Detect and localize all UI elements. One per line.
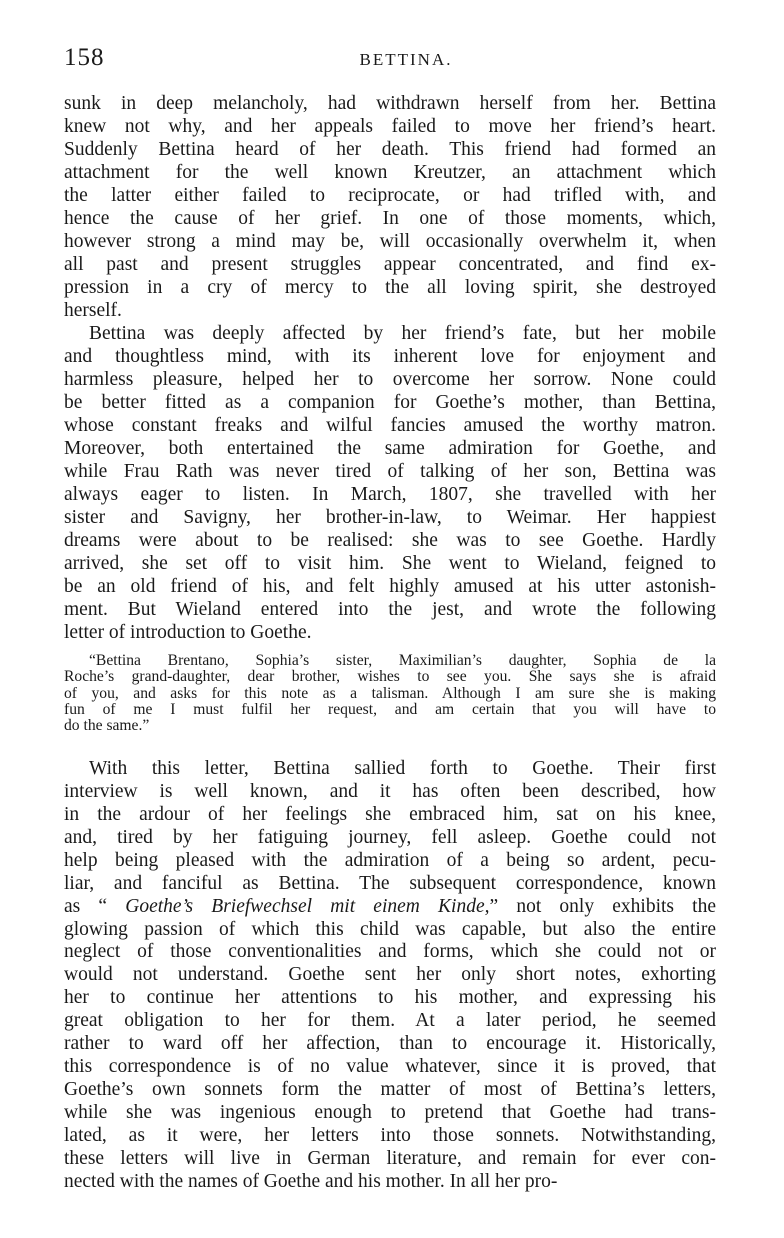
text-line: however strong a mind may be, will occasionally overwhelm it, when xyxy=(64,231,716,252)
text-line: knew not why, and her appeals failed to move her friend’s heart. xyxy=(64,116,716,137)
text-line: all past and present struggles appear concentrated, and find ex- xyxy=(64,254,716,275)
text-line: glowing passion of which this child was capable, but also the entire xyxy=(64,918,716,940)
text-line: and thoughtless mind, with its inherent love for enjoyment and xyxy=(64,346,716,367)
text-line: herself. xyxy=(64,300,122,321)
text-line: dreams were about to be realised: she was to see Goethe. Hardly xyxy=(64,530,716,551)
text-line: while Frau Rath was never tired of talking of her son, Bettina was xyxy=(64,461,716,482)
text-line: attachment for the well known Kreutzer, an attachment which xyxy=(64,162,716,183)
text-line: would not understand. Goethe sent her only short notes, exhorting xyxy=(64,964,716,986)
text-line: Suddenly Bettina heard of her death. This friend had formed an xyxy=(64,139,716,160)
text-line: be better fitted as a companion for Goethe’s mother, than Bettina, xyxy=(64,392,716,413)
text-line: harmless pleasure, helped her to overcome her sorrow. None could xyxy=(64,369,716,390)
text-line: always eager to listen. In March, 1807, she travelled with her xyxy=(64,484,716,505)
text-line: sunk in deep melancholy, had withdrawn herself from her. Bettina xyxy=(64,93,716,114)
text-line: “Bettina Brentano, Sophia’s sister, Maximilian’s daughter, Sophia de la xyxy=(89,652,716,669)
text-line: her to continue her attentions to his mother, and expressing his xyxy=(64,987,716,1009)
text-line xyxy=(64,895,716,919)
text-line: in the ardour of her feelings she embraced him, sat on his knee, xyxy=(64,803,716,825)
text-line: the latter either failed to reciprocate, or had trifled with, and xyxy=(64,185,716,206)
text-line: letter of introduction to Goethe. xyxy=(64,622,312,643)
text-line: lated, as it were, her letters into those sonnets. Notwithstanding, xyxy=(64,1124,716,1146)
text-line: rather to ward off her affection, than to encourage it. Historically, xyxy=(64,1033,716,1055)
text-line: fun of me I must fulfil her request, and am certain that you will have to xyxy=(64,700,716,718)
text-line: pression in a cry of mercy to the all loving spirit, she destroyed xyxy=(64,277,716,298)
page-number: 158 xyxy=(64,44,105,71)
text-line: Bettina was deeply affected by her friend’s fate, but her mobile xyxy=(89,323,716,344)
text-line: help being pleased with the admiration of a being so ardent, pecu- xyxy=(64,849,716,871)
text-line: Moreover, both entertained the same admiration for Goethe, and xyxy=(64,438,716,459)
text-line: With this letter, Bettina sallied forth to Goethe. Their first xyxy=(89,758,716,779)
running-title: BETTINA. xyxy=(359,50,453,69)
text-line: whose constant freaks and wilful fancies amused the worthy matron. xyxy=(64,415,716,436)
text-line: nected with the names of Goethe and his mother. In all her pro- xyxy=(64,1170,558,1192)
line-segment: ” not only exhibits the xyxy=(489,895,716,917)
text-line: be an old friend of his, and felt highly amused at his utter astonish- xyxy=(64,576,716,597)
text-line: do the same.” xyxy=(64,717,150,735)
text-line: interview is well known, and it has often been described, how xyxy=(64,780,716,802)
text-line: sister and Savigny, her brother-in-law, to Weimar. Her happiest xyxy=(64,507,716,528)
text-line: arrived, she set off to visit him. She went to Wieland, feigned to xyxy=(64,553,716,574)
text-line: neglect of those conventionalities and forms, which she could not or xyxy=(64,941,716,963)
text-line: great obligation to her for them. At a later period, he seemed xyxy=(64,1010,716,1032)
text-line: while she was ingenious enough to pretend that Goethe had trans- xyxy=(64,1101,716,1123)
text-line: Goethe’s own sonnets form the matter of most of Bettina’s letters, xyxy=(64,1079,716,1101)
line-segment: as “ xyxy=(64,895,126,917)
text-line: hence the cause of her grief. In one of those moments, which, xyxy=(64,208,716,229)
text-line: these letters will live in German literature, and remain for ever con- xyxy=(64,1147,716,1169)
text-line: and, tired by her fatiguing journey, fell asleep. Goethe could not xyxy=(64,826,716,848)
text-line: liar, and fanciful as Bettina. The subsequent correspondence, known xyxy=(64,872,716,894)
text-line: of you, and asks for this note as a talisman. Although I am sure she is making xyxy=(64,684,716,702)
book-title-italic: Goethe’s Briefwechsel mit einem Kinde, xyxy=(125,895,490,917)
text-line: this correspondence is of no value whatever, since it is proved, that xyxy=(64,1056,716,1078)
text-line: Roche’s grand-daughter, dear brother, wishes to see you. She says she is afraid xyxy=(64,668,716,686)
text-line: ment. But Wieland entered into the jest, and wrote the following xyxy=(64,599,716,620)
